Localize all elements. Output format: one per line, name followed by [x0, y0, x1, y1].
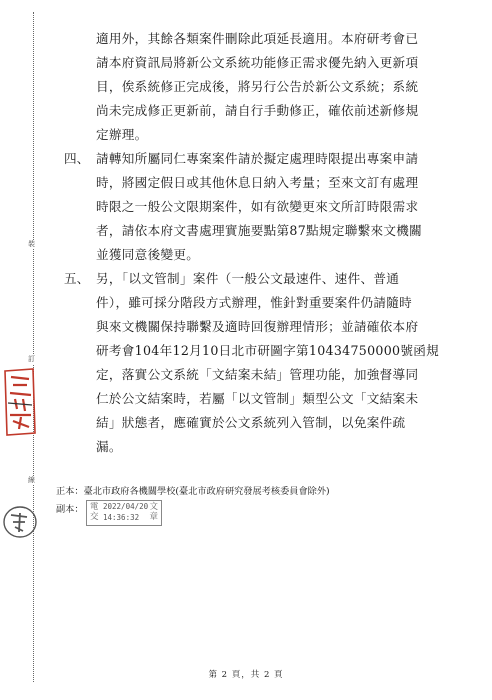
text-line: 仁於公文結案時，若屬「以文管制」類型公文「文結案未 [96, 391, 419, 406]
text-line: 定，落實公文系統「文結案未結」管理功能，加強督導同 [96, 367, 419, 382]
page-number: 第 2 頁，共 2 頁 [208, 670, 284, 680]
main-recipient-value: 臺北市政府各機關學校(臺北市政府研究發展考核委員會除外) [83, 486, 330, 497]
binding-mark-order: 訂 [28, 355, 35, 363]
distribution-main [56, 486, 330, 498]
text-line: 時，將國定假日或其他休息日納入考量；至來文訂有處理 [96, 175, 419, 190]
text-line: 定辦理。 [96, 127, 148, 142]
stamp-char: 交 [90, 512, 99, 522]
binding-mark-line: 線 [28, 476, 35, 484]
text-line: 目，俟系統修正完成後，將另行公告於新公文系統；系統 [96, 79, 419, 94]
text-line: 漏。 [96, 439, 122, 454]
stamp-char: 電 [90, 502, 99, 512]
text-line: 請轉知所屬同仁專案案件請於擬定處理時限提出專案申請 [96, 151, 419, 166]
round-seal-stamp [1, 505, 39, 539]
text-line: 適用外，其餘各類案件刪除此項延長適用。本府研考會已 [96, 31, 419, 46]
stamp-date: 2022/04/20 [103, 502, 149, 511]
text-line: 結」狀態者，應確實於公文系統列入管制，以免案件疏 [96, 415, 406, 430]
text-line: 尚未完成修正更新前，請自行手動修正，確依前述新修規 [96, 103, 419, 118]
text-line: 另，「以文管制」案件（一般公文最速件、速件、普通 [96, 271, 400, 286]
text-line: 件），雖可採分階段方式辦理，惟針對重要案件仍請隨時 [96, 295, 413, 310]
text-line: 請本府資訊局將新公文系統功能修正需求優先納入更新項 [96, 55, 419, 70]
copy-recipient-label: 副本： [56, 504, 84, 515]
binding-mark-seal: 裝 [28, 240, 35, 248]
main-recipient-label: 正本： [56, 486, 84, 497]
stamp-char: 章 [149, 512, 158, 522]
electronic-exchange-stamp [86, 500, 162, 526]
stamp-time: 14:36:32 [103, 513, 140, 522]
binding-line [33, 12, 34, 682]
text-line: 研考會104年12月10日北市研圖字第10434750000號函規 [96, 343, 440, 358]
distribution-copy [56, 504, 84, 516]
text-line: 時限之一般公文限期案件，如有欲變更來文所訂時限需求 [96, 199, 419, 214]
text-line: 並獲同意後變更。 [96, 247, 200, 262]
red-seal-stamp [1, 365, 39, 437]
text-line: 者，請依本府文書處理實施要點第87點規定聯繫來文機關 [96, 223, 423, 238]
item-four-marker: 四、 [64, 151, 90, 166]
text-line: 與來文機關保持聯繫及適時回復辦理情形；並請確依本府 [96, 319, 419, 334]
item-five-marker: 五、 [64, 271, 90, 286]
stamp-char: 文 [149, 502, 158, 512]
